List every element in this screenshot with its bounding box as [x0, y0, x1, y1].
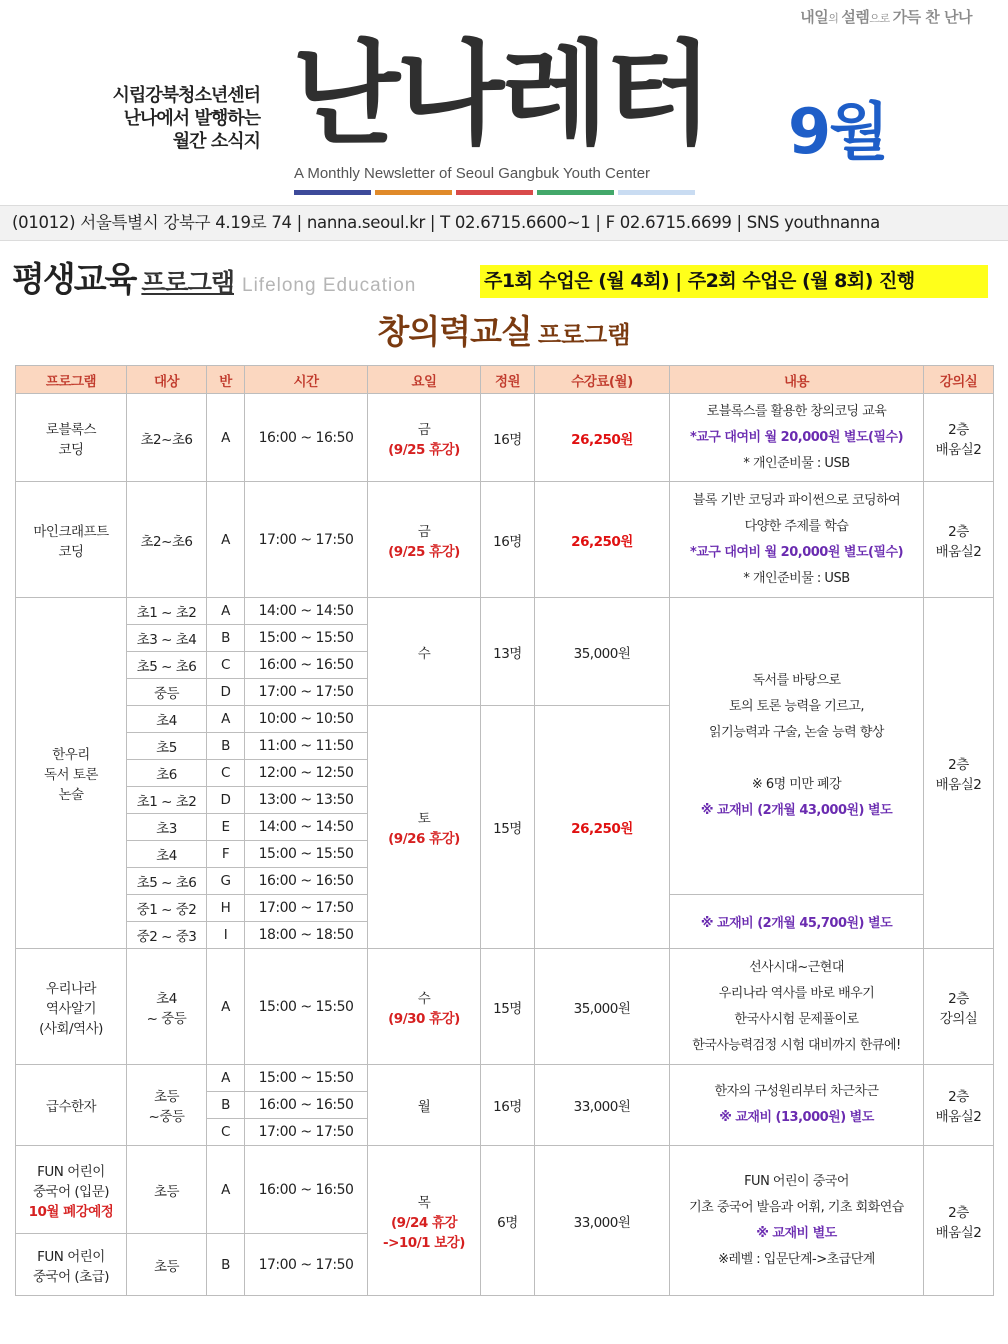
publisher-description: 시립강북청소년센터 난나에서 발행하는 월간 소식지 [112, 85, 260, 152]
target: 초6 [127, 760, 207, 787]
day: 월 [368, 1065, 481, 1146]
header-capacity: 정원 [481, 366, 535, 394]
fee: 33,000원 [535, 1146, 670, 1296]
class: E [207, 814, 245, 841]
day: 금 (9/25 휴강) [368, 394, 481, 482]
time: 16:00 ~ 16:50 [245, 1146, 368, 1234]
time: 12:00 ~ 12:50 [245, 760, 368, 787]
class: I [207, 922, 245, 949]
fee: 35,000원 [535, 598, 670, 706]
day: 수 (9/30 휴강) [368, 949, 481, 1065]
class: A [207, 1065, 245, 1092]
program-name: FUN 어린이 중국어 (초급) [16, 1234, 127, 1296]
header-content: 내용 [670, 366, 924, 394]
header-time: 시간 [245, 366, 368, 394]
room: 2층 배움실2 [924, 482, 994, 598]
time: 17:00 ~ 17:50 [245, 482, 368, 598]
capacity: 16명 [481, 1065, 535, 1146]
logo-bar [375, 190, 452, 195]
class: A [207, 1146, 245, 1234]
header-fee: 수강료(월) [535, 366, 670, 394]
target: 초5 ~ 초6 [127, 652, 207, 679]
time: 15:00 ~ 15:50 [245, 949, 368, 1065]
class: B [207, 625, 245, 652]
program-name: 마인크래프트 코딩 [16, 482, 127, 598]
content: 로블록스를 활용한 창의코딩 교육 *교구 대여비 월 20,000원 별도(필수) * 개인준비물 : USB [670, 394, 924, 482]
content: 블록 기반 코딩과 파이썬으로 코딩하여 다양한 주제를 학습 *교구 대여비 월 20,000원 별도(필수) * 개인준비물 : USB [670, 482, 924, 598]
time: 13:00 ~ 13:50 [245, 787, 368, 814]
time: 14:00 ~ 14:50 [245, 598, 368, 625]
target: 초등 [127, 1146, 207, 1234]
logo-bar [294, 190, 371, 195]
table-row [16, 1146, 994, 1234]
program-title: 창의력교실 프로그램 [377, 312, 631, 351]
fee: 26,250원 [535, 482, 670, 598]
logo-bar [537, 190, 614, 195]
program-name: 우리나라 역사알기 (사회/역사) [16, 949, 127, 1065]
target: 초3 ~ 초4 [127, 625, 207, 652]
program-name: 한우리 독서 토론 논술 [16, 598, 127, 949]
logo-bar [456, 190, 533, 195]
class: A [207, 598, 245, 625]
time: 17:00 ~ 17:50 [245, 1119, 368, 1146]
time: 10:00 ~ 10:50 [245, 706, 368, 733]
target: 중등 [127, 679, 207, 706]
tagline: 내일의 설렘으로 가득 찬 난나 [800, 8, 972, 26]
capacity: 15명 [481, 949, 535, 1065]
class: D [207, 787, 245, 814]
table-row [16, 598, 994, 625]
day: 수 [368, 598, 481, 706]
class: A [207, 706, 245, 733]
table-row [16, 949, 994, 1065]
time: 18:00 ~ 18:50 [245, 922, 368, 949]
issue-month: 9월 [788, 95, 888, 168]
time: 11:00 ~ 11:50 [245, 733, 368, 760]
target: 초4 [127, 841, 207, 868]
schedule-notice: 주1회 수업은 (월 4회) | 주2회 수업은 (월 8회) 진행 [480, 265, 988, 298]
class: C [207, 652, 245, 679]
day: 목 (9/24 휴강 ->10/1 보강) [368, 1146, 481, 1296]
target: 중2 ~ 중3 [127, 922, 207, 949]
class: C [207, 1119, 245, 1146]
room: 2층 배움실2 [924, 394, 994, 482]
capacity: 16명 [481, 482, 535, 598]
class: A [207, 949, 245, 1065]
address-bar: (01012) 서울특별시 강북구 4.19로 74 | nanna.seoul.kr | T 02.6715.6600~1 | F 02.6715.6699 | SNS youthnanna [0, 205, 1008, 241]
time: 15:00 ~ 15:50 [245, 625, 368, 652]
class: G [207, 868, 245, 895]
time: 17:00 ~ 17:50 [245, 679, 368, 706]
class: B [207, 733, 245, 760]
target: 초4 ~ 중등 [127, 949, 207, 1065]
target: 초등 ~중등 [127, 1065, 207, 1146]
capacity: 6명 [481, 1146, 535, 1296]
capacity: 15명 [481, 706, 535, 949]
capacity: 16명 [481, 394, 535, 482]
target: 초1 ~ 초2 [127, 598, 207, 625]
content: 독서를 바탕으로 토의 토론 능력을 기르고, 읽기능력과 구술, 논술 능력 향상 ※ 6명 미만 폐강 ※ 교재비 (2개월 43,000원) 별도 [670, 598, 924, 895]
time: 17:00 ~ 17:50 [245, 895, 368, 922]
day: 토 (9/26 휴강) [368, 706, 481, 949]
time: 16:00 ~ 16:50 [245, 868, 368, 895]
program-name: 급수한자 [16, 1065, 127, 1146]
program-name: 로블록스 코딩 [16, 394, 127, 482]
content-note: ※ 교재비 (2개월 45,700원) 별도 [670, 895, 924, 949]
target: 초2~초6 [127, 482, 207, 598]
content: 한자의 구성원리부터 차근차근 ※ 교재비 (13,000원) 별도 [670, 1065, 924, 1146]
time: 16:00 ~ 16:50 [245, 652, 368, 679]
class: B [207, 1092, 245, 1119]
fee: 35,000원 [535, 949, 670, 1065]
fee: 26,250원 [535, 394, 670, 482]
section-title-eng: Lifelong Education [242, 275, 417, 296]
fee: 26,250원 [535, 706, 670, 949]
newsletter-logo-subtitle: A Monthly Newsletter of Seoul Gangbuk Youth Center [294, 165, 651, 182]
room: 2층 강의실 [924, 949, 994, 1065]
room: 2층 배움실2 [924, 1146, 994, 1296]
logo-bar [618, 190, 695, 195]
time: 15:00 ~ 15:50 [245, 1065, 368, 1092]
header-target: 대상 [127, 366, 207, 394]
time: 16:00 ~ 16:50 [245, 394, 368, 482]
class: A [207, 482, 245, 598]
header-class: 반 [207, 366, 245, 394]
day: 금 (9/25 휴강) [368, 482, 481, 598]
room: 2층 배움실2 [924, 1065, 994, 1146]
time: 14:00 ~ 14:50 [245, 814, 368, 841]
section-title-main: 평생교육 [12, 260, 136, 300]
table-row [16, 394, 994, 482]
content: FUN 어린이 중국어 기초 중국어 발음과 어휘, 기초 회화연습 ※ 교재비 별도 ※레벨 : 입문단계->초급단계 [670, 1146, 924, 1296]
newsletter-logo: 난나레터 [292, 30, 709, 160]
target: 초5 [127, 733, 207, 760]
section-title [12, 252, 416, 301]
target: 초2~초6 [127, 394, 207, 482]
logo-color-bars [294, 190, 695, 195]
class: B [207, 1234, 245, 1296]
table-row [16, 482, 994, 598]
room: 2층 배움실2 [924, 598, 994, 949]
class: D [207, 679, 245, 706]
class: A [207, 394, 245, 482]
class: H [207, 895, 245, 922]
target: 중1 ~ 중2 [127, 895, 207, 922]
header-room: 강의실 [924, 366, 994, 394]
target: 초등 [127, 1234, 207, 1296]
target: 초4 [127, 706, 207, 733]
section-title-sub: 프로그램 [141, 268, 234, 297]
header-day: 요일 [368, 366, 481, 394]
program-table [15, 365, 994, 1296]
class: F [207, 841, 245, 868]
time: 15:00 ~ 15:50 [245, 841, 368, 868]
target: 초3 [127, 814, 207, 841]
table-header-row [16, 366, 994, 394]
table-row [16, 1065, 994, 1092]
program-name: FUN 어린이 중국어 (입문) 10월 폐강예정 [16, 1146, 127, 1234]
time: 17:00 ~ 17:50 [245, 1234, 368, 1296]
time: 16:00 ~ 16:50 [245, 1092, 368, 1119]
capacity: 13명 [481, 598, 535, 706]
header-program: 프로그램 [16, 366, 127, 394]
fee: 33,000원 [535, 1065, 670, 1146]
content: 선사시대~근현대 우리나라 역사를 바로 배우기 한국사시험 문제풀이로 한국사능력검정 시험 대비까지 한큐에! [670, 949, 924, 1065]
target: 초5 ~ 초6 [127, 868, 207, 895]
target: 초1 ~ 초2 [127, 787, 207, 814]
class: C [207, 760, 245, 787]
